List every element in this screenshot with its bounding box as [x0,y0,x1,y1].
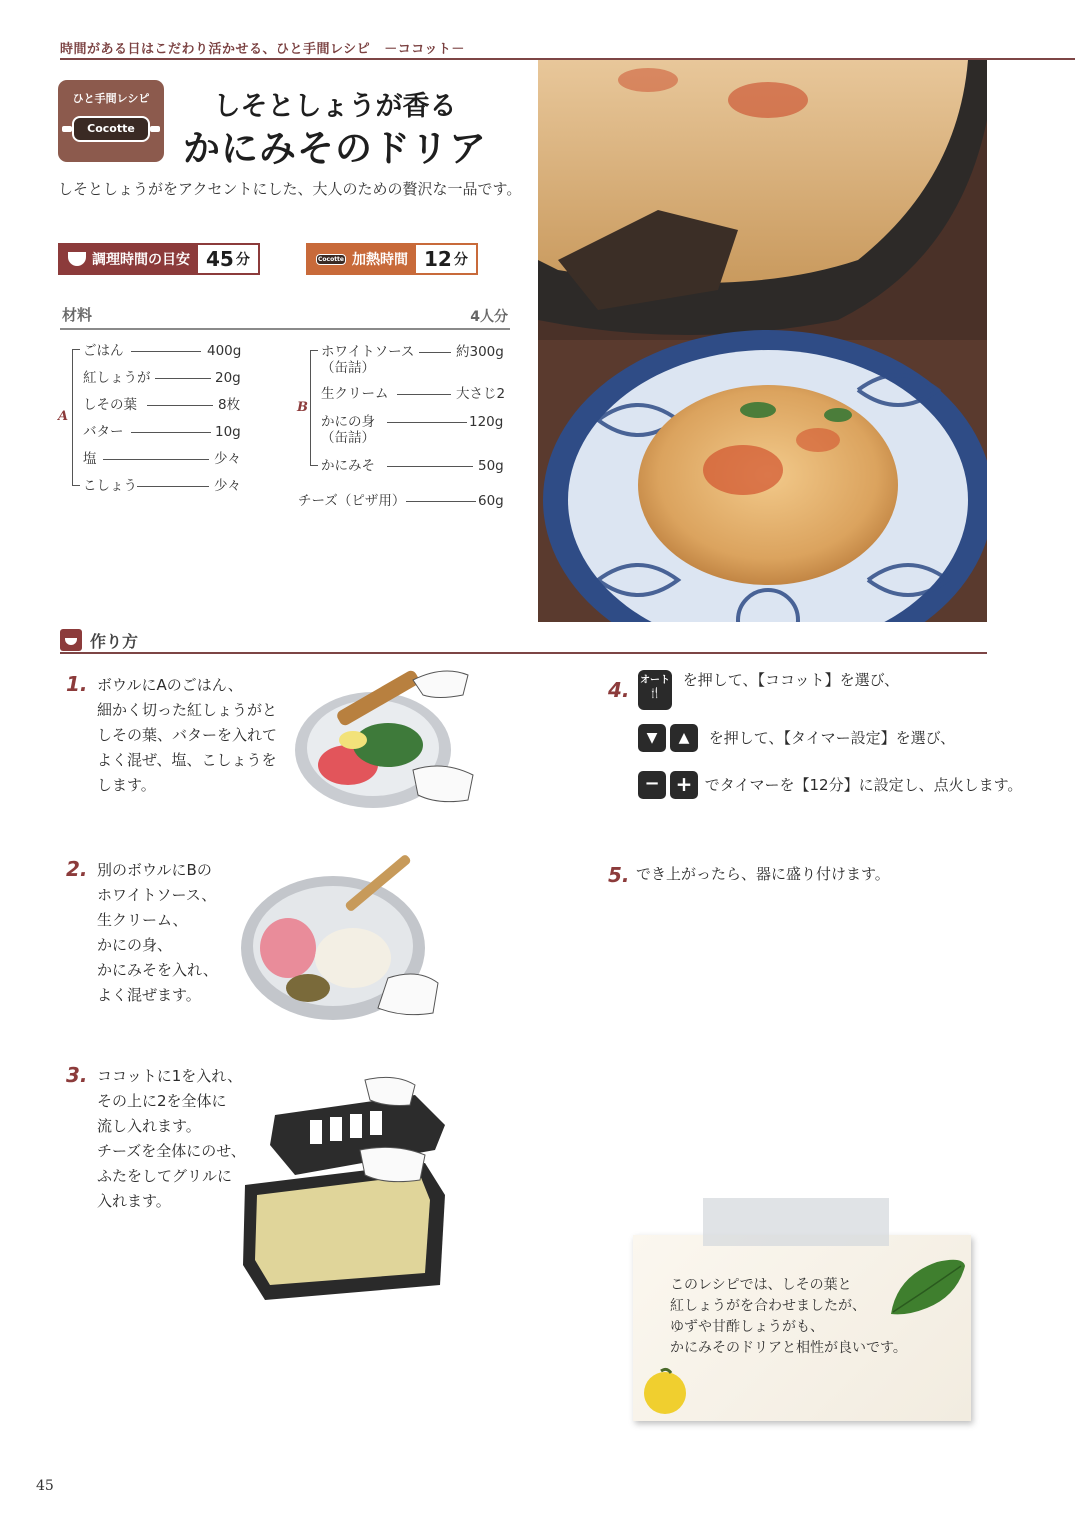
note-line: かにみそのドリアと相性が良いです。 [670,1340,907,1356]
step-4-text-3: でタイマーを【12分】に設定し、点火します。 [704,775,1023,794]
method-heading: 作り方 [90,632,139,651]
step-line: します。 [97,776,156,794]
ingredient-row [321,384,511,404]
down-arrow-icon: ▼ [638,724,666,752]
ingredient-name: 塩 [83,451,97,467]
ingredient-qty: 400g [207,343,242,359]
step-2-number: 2. [66,857,88,881]
step-4-text-1: を押して、【ココット】を選び、 [682,670,900,689]
page-header [60,38,1075,60]
ingredient-qty: 8枚 [218,397,241,413]
group-b-bracket [310,350,318,466]
prep-time-box [58,243,260,275]
step-line: 生クリーム、 [97,911,188,929]
ingredient-name: ホワイトソース [321,344,415,360]
note-line: 紅しょうがを合わせましたが、 [670,1298,866,1314]
step-line: ボウルにAのごはん、 [97,676,243,694]
group-b-label: B [297,400,308,415]
minus-button-icon: − [638,771,666,799]
ingredient-row [83,449,243,469]
step-line: しその葉、バターを入れて [97,726,278,744]
ingredient-qty: 10g [215,424,241,440]
ingredient-note: （缶詰） [321,430,375,446]
group-a-label: A [58,409,69,424]
step-1-number: 1. [66,672,88,696]
step-3-number: 3. [66,1063,88,1087]
ingredient-qty: 少々 [214,451,241,467]
tip-note-text [670,1275,907,1359]
step-line: 別のボウルにBの [97,861,212,879]
tape [703,1198,889,1246]
ingredient-row [83,368,243,388]
page-number: 45 [36,1478,54,1494]
shiso-leaf-icon [887,1256,967,1318]
step-4-line2 [638,724,955,752]
ingredient-note: （缶詰） [321,360,375,376]
heat-time-unit: 分 [453,252,468,268]
step-line: その上に2を全体に [97,1092,227,1110]
ingredient-name: バター [83,424,124,440]
cocotte-icon: Cocotte [317,255,344,263]
step-line: ココットに1を入れ、 [97,1067,243,1085]
step-4-line3 [638,771,1022,799]
materials-heading: 材料 [62,306,93,324]
badge-label: ひと手間レシピ [72,92,150,105]
heat-time-value: 12 [424,247,452,271]
cocotte-pot-icon [72,116,150,142]
ingredient-qty: 約300g [456,344,504,360]
ingredient-qty: 50g [478,458,504,474]
materials-header [60,304,510,330]
step-line: ふたをしてグリルに [97,1167,233,1185]
heat-time-box [306,243,478,275]
up-arrow-icon: ▲ [670,724,698,752]
recipe-title-line1: しそとしょうが香る [213,91,457,122]
group-a-bracket [72,349,80,486]
prep-time-label: 調理時間の目安 [92,252,190,268]
step-line: 細かく切った紅しょうがと [97,701,278,719]
ingredient-row [321,456,511,476]
step-3-image [235,1075,450,1305]
ingredient-name: チーズ（ピザ用） [298,493,406,509]
step-4-text-2: を押して、【タイマー設定】を選び、 [708,728,956,747]
step-1-image [293,660,478,812]
header-title: 時間がある日はこだわり活かせる、ひと手間レシピ [60,42,371,57]
ingredient-name: こしょう [83,478,137,494]
ingredient-name: ごはん [83,343,124,359]
ingredient-name: 紅しょうが [83,370,151,386]
bowl-icon [60,629,82,651]
step-5-number: 5. [608,863,630,887]
materials-servings: 4人分 [470,309,508,325]
step-line: かにの身、 [97,936,173,954]
heat-time-label: 加熱時間 [352,252,408,268]
step-line: かにみそを入れ、 [97,961,218,979]
step-line: ホワイトソース、 [97,886,217,904]
recipe-lead: しそとしょうがをアクセントにした、大人のための贅沢な一品です。 [58,180,522,198]
ingredient-qty: 20g [215,370,241,386]
ingredient-name: かにみそ [321,458,375,474]
step-1-text [97,673,277,798]
pot-label: Cocotte [87,122,135,135]
note-line: このレシピでは、しその葉と [670,1277,852,1293]
plus-button-icon: + [670,771,698,799]
method-header [60,628,987,654]
step-line: チーズを全体にのせ、 [97,1142,246,1160]
ingredient-name: しその葉 [83,397,137,413]
ingredient-row [83,341,243,361]
auto-button-icon: オート 🍴 [638,670,672,710]
ingredient-name: 生クリーム [321,386,389,402]
ingredient-row [298,491,510,511]
header-sub: －ココット－ [384,42,465,57]
ingredient-name: かにの身 [321,414,375,430]
ingredient-qty: 120g [469,414,504,430]
recipe-title-line2: かにみそのドリア [183,127,487,170]
step-4-line1 [638,670,899,710]
ingredient-row [83,476,243,496]
step-line: よく混ぜ、塩、こしょうを [97,751,277,769]
bowl-icon [68,252,86,266]
prep-time-value: 45 [206,247,234,271]
step-line: 流し入れます。 [97,1117,201,1135]
ingredient-row [83,395,243,415]
prep-time-unit: 分 [235,252,250,268]
step-line: よく混ぜます。 [97,986,201,1004]
step-2-text [97,858,218,1008]
doria-photo [538,60,987,622]
ingredient-row [83,422,243,442]
step-4-number: 4. [608,678,630,702]
ingredient-qty: 少々 [214,478,241,494]
ingredient-qty: 60g [478,493,504,509]
yuzu-icon [641,1365,689,1415]
note-line: ゆずや甘酢しょうがも、 [670,1319,824,1335]
recipe-badge [58,80,164,162]
ingredient-qty: 大さじ2 [456,386,506,402]
step-5-text: でき上がったら、器に盛り付けます。 [636,865,890,883]
step-line: 入れます。 [97,1192,171,1210]
step-3-text [97,1064,246,1214]
step-2-image [238,848,443,1028]
